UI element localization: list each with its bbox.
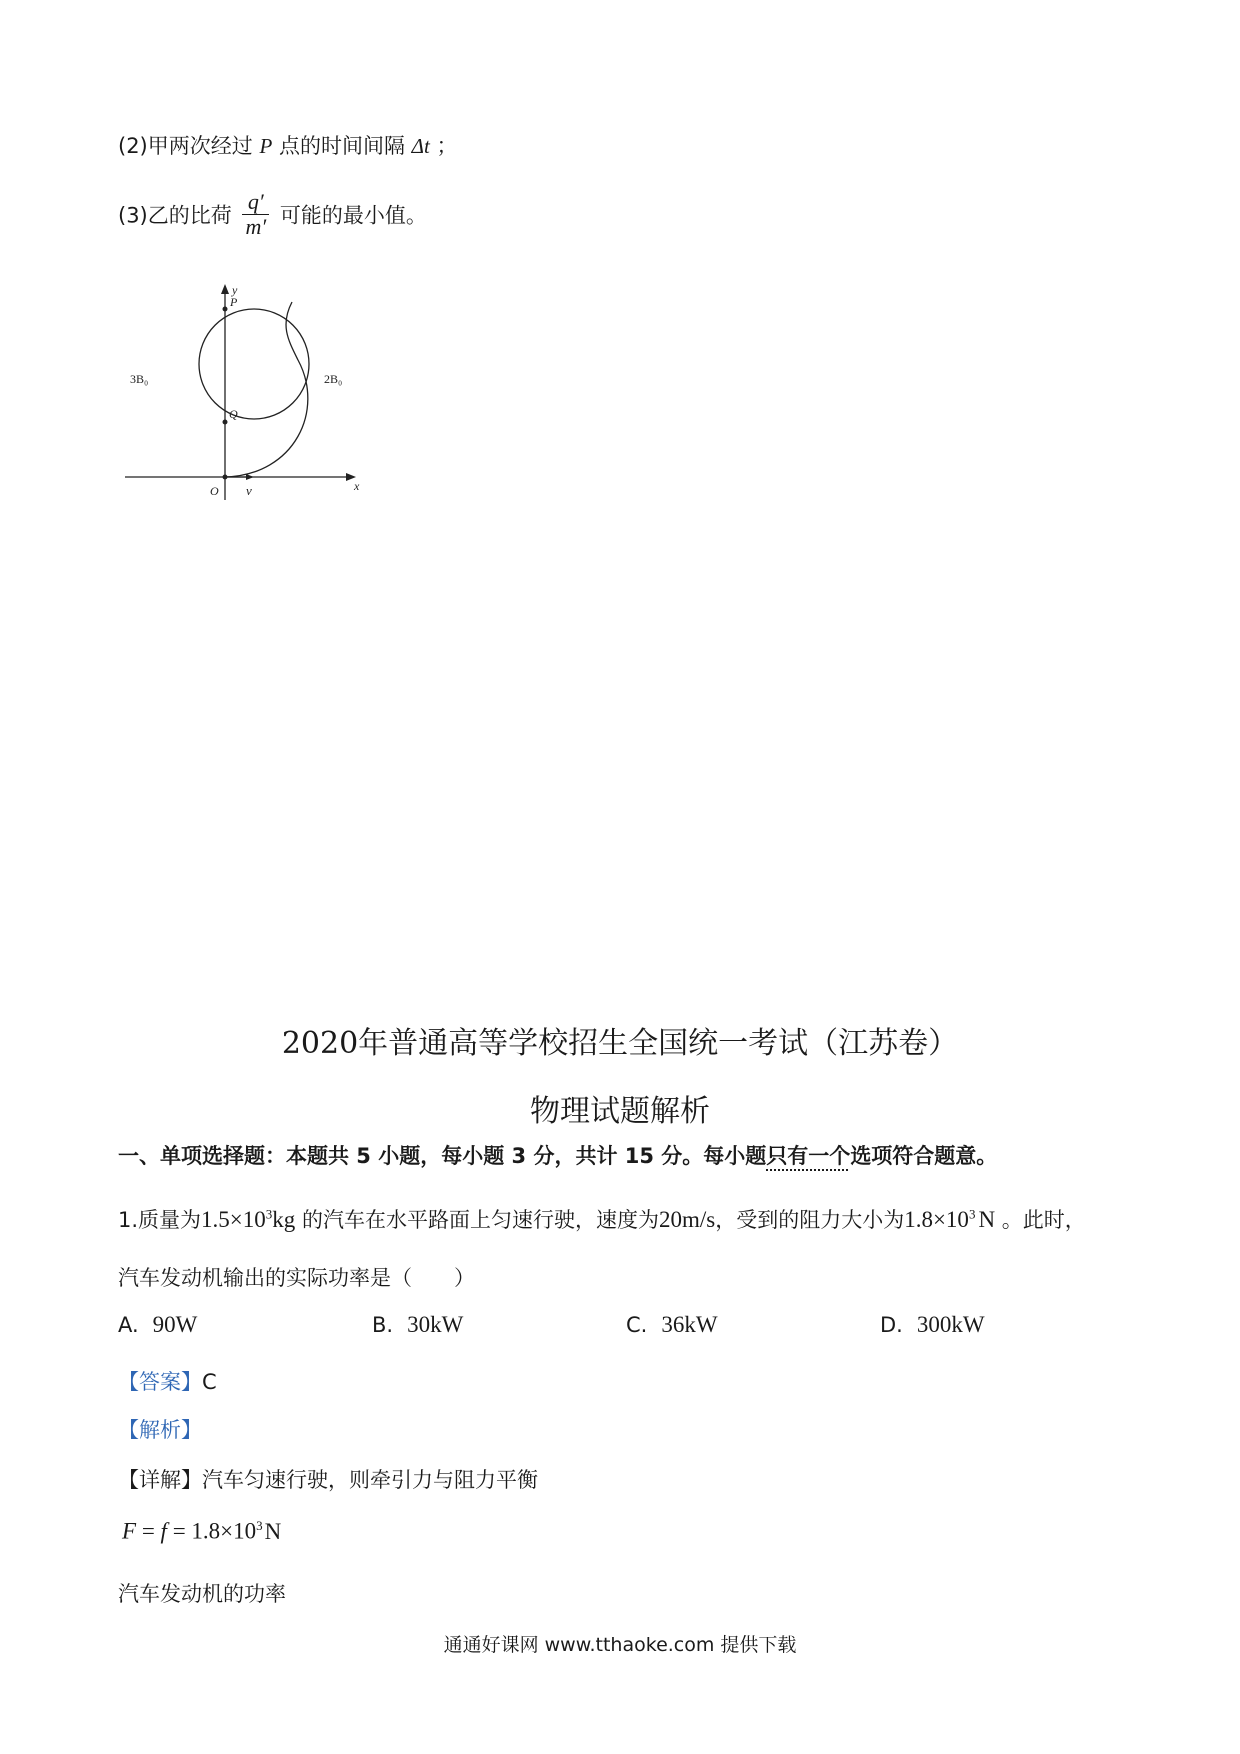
y-axis-arrow [221, 284, 229, 294]
q1-mass-unit: kg [272, 1207, 296, 1232]
page-footer: 通通好课网 www.tthaoke.com 提供下载 [443, 1634, 797, 1656]
point-q [223, 420, 228, 425]
option-a[interactable] [118, 1312, 197, 1338]
option-d-letter: D. [880, 1313, 903, 1337]
eq-equals-1: = [141, 1518, 161, 1544]
label-left-field: 3B₀ [130, 372, 149, 386]
option-c-value: 36kW [661, 1312, 718, 1337]
q3-frac-numerator: q′ [242, 190, 269, 215]
q1-stem-part-d: 。此时， [1001, 1208, 1086, 1232]
q1-mass-value: 1.5×10 [201, 1207, 266, 1232]
q1-mass-exponent: 3 [265, 1206, 273, 1222]
q2-prefix: (2)甲两次经过 [118, 134, 253, 158]
q2-var-p: P [259, 134, 273, 158]
label-q: Q [229, 407, 238, 421]
q1-stem-part-b: 的汽车在水平路面上匀速行驶，速度为 [301, 1208, 659, 1232]
q2-mid: 点的时间间隔 [278, 134, 405, 158]
velocity-arrowhead [246, 474, 254, 480]
section-heading-suffix: 选项符合题意。 [850, 1144, 998, 1168]
circle-trajectory [199, 309, 309, 419]
option-b-letter: B. [372, 1313, 394, 1337]
q3-charge-mass-fraction [242, 190, 269, 239]
q2-delta-t: Δt [411, 134, 430, 158]
eq-lhs: F [122, 1518, 137, 1544]
option-a-value: 90W [152, 1312, 198, 1337]
q1-force [904, 1207, 995, 1232]
option-d[interactable] [880, 1312, 985, 1338]
exam-title: 2020年普通高等学校招生全国统一考试（江苏卷） [281, 1026, 959, 1061]
q1-speed: 20m/s [658, 1207, 716, 1232]
option-c[interactable] [626, 1312, 718, 1338]
detail-text: 汽车匀速行驶，则牵引力与阻力平衡 [202, 1468, 538, 1492]
question-3-line [118, 190, 427, 239]
q2-suffix: ； [436, 134, 458, 158]
label-v: v [246, 483, 252, 498]
q3-frac-denominator: m′ [245, 214, 267, 239]
label-p: P [230, 295, 238, 309]
detail-line [118, 1464, 538, 1494]
option-c-letter: C. [626, 1313, 648, 1337]
q1-force-value: 1.8×10 [904, 1207, 969, 1232]
label-x: x [354, 479, 360, 493]
trajectory-figure [120, 280, 370, 520]
option-b[interactable] [372, 1312, 463, 1338]
exam-subtitle: 物理试题解析 [530, 1094, 710, 1129]
analysis-label: 【解析】 [118, 1418, 202, 1442]
q1-mass [201, 1207, 295, 1232]
answer-label: 【答案】 [118, 1370, 202, 1394]
q1-stem-part-c: ，受到的阻力大小为 [715, 1208, 905, 1232]
q1-stem-part-a: 1.质量为 [118, 1208, 202, 1232]
question-2-line [118, 130, 458, 160]
eq-unit: N [264, 1518, 282, 1544]
eq-mid: f [160, 1518, 167, 1544]
label-o: O [210, 484, 219, 498]
force-equation [122, 1518, 281, 1545]
section-heading-prefix: 一、单项选择题：本题共 5 小题，每小题 3 分，共计 15 分。每小题 [118, 1144, 767, 1168]
question-1-stem-line2: 汽车发动机输出的实际功率是（ ） [118, 1266, 475, 1290]
eq-exponent: 3 [256, 1518, 263, 1533]
label-right-field: 2B₀ [324, 372, 343, 386]
eq-value: 1.8×10 [191, 1518, 257, 1544]
point-p [223, 307, 228, 312]
q3-suffix: 可能的最小值。 [279, 203, 427, 228]
label-y: y [232, 283, 238, 297]
q3-prefix: (3)乙的比荷 [118, 203, 232, 228]
option-b-value: 30kW [407, 1312, 464, 1337]
option-d-value: 300kW [916, 1312, 985, 1337]
answer-value: C [202, 1370, 217, 1394]
detail-label: 【详解】 [118, 1468, 202, 1492]
section-heading [118, 1140, 997, 1170]
option-a-letter: A. [118, 1313, 139, 1337]
question-1-stem-line1 [118, 1204, 1086, 1234]
q1-force-unit: N [978, 1207, 996, 1232]
answer-line [118, 1366, 217, 1396]
power-text: 汽车发动机的功率 [118, 1582, 286, 1606]
q1-force-exponent: 3 [968, 1206, 976, 1222]
section-heading-emphasis: 只有一个 [766, 1144, 851, 1168]
eq-equals-2: = [172, 1518, 192, 1544]
